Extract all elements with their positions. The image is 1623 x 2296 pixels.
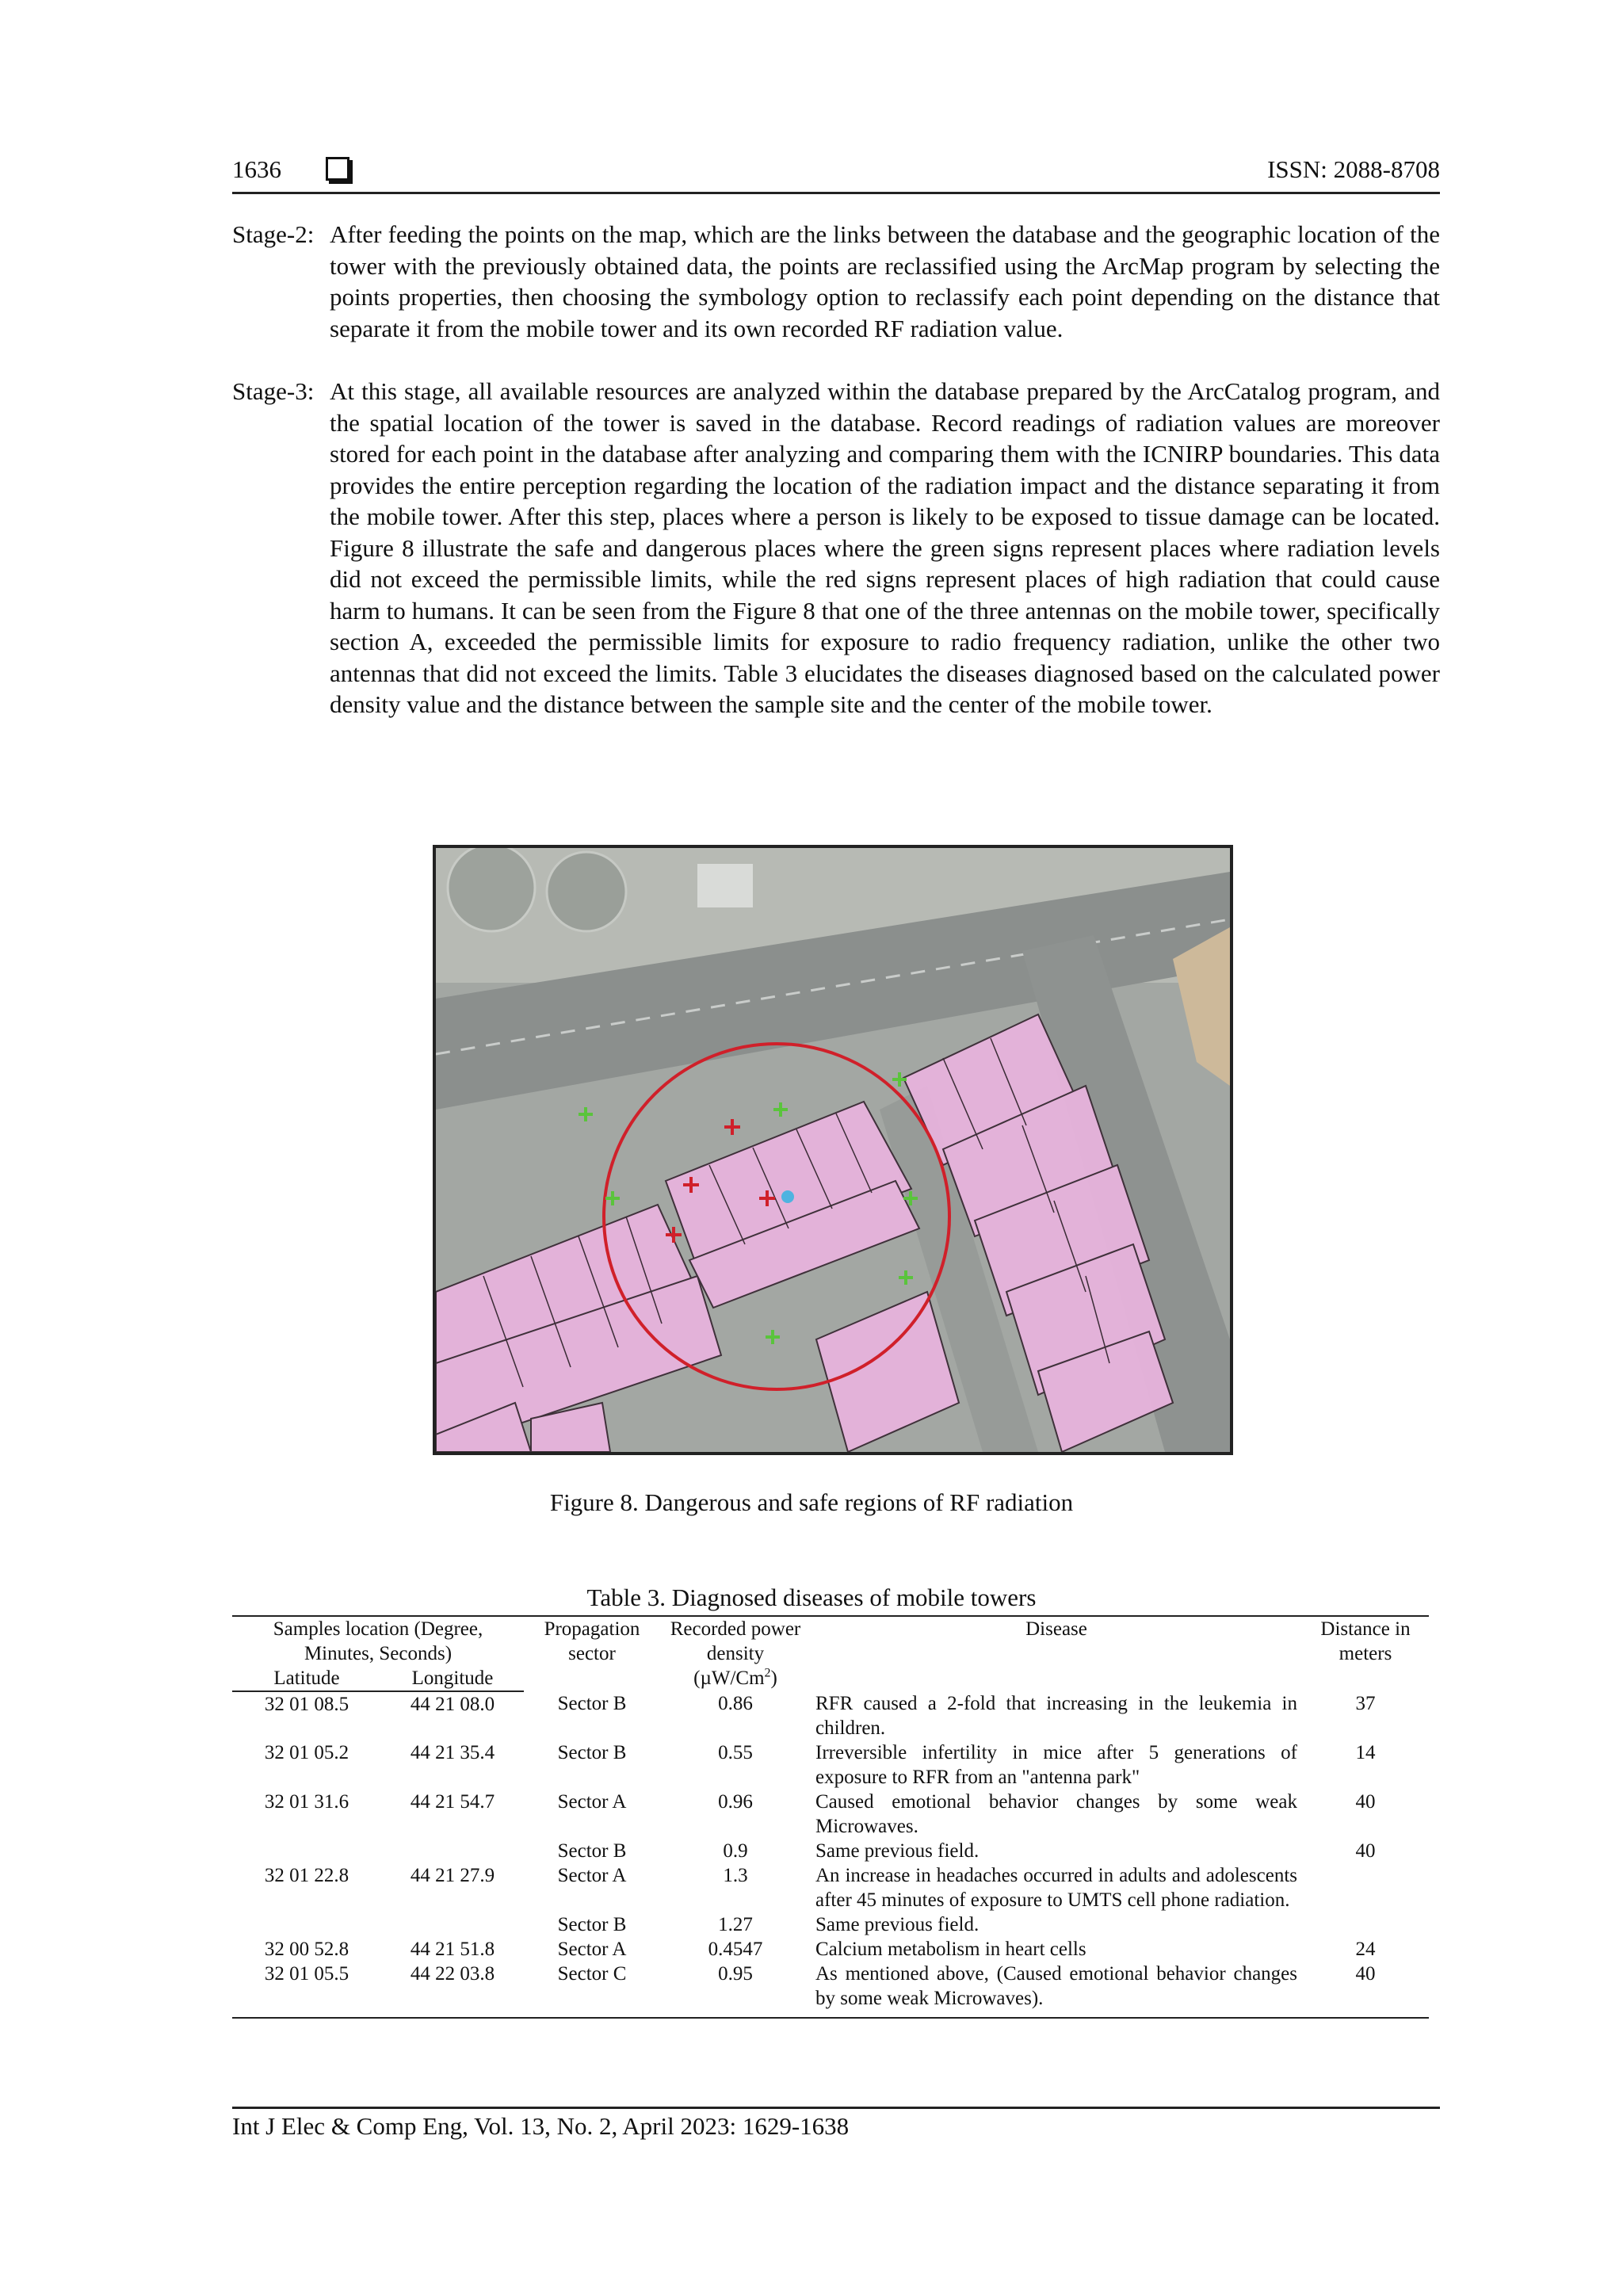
cell-disease: Irreversible infertility in mice after 5 generations of exposure to RFR from an "antenna park" bbox=[815, 1742, 1297, 1788]
cell-sector: Sector A bbox=[557, 1791, 627, 1813]
table-caption: Table 3. Diagnosed diseases of mobile towers bbox=[586, 1584, 1037, 1611]
table-row bbox=[232, 1912, 1429, 1937]
table-row bbox=[232, 1863, 1429, 1912]
stage-2-label: Stage-2: bbox=[232, 220, 315, 248]
cell-distance bbox=[1302, 1912, 1429, 1937]
cell-disease: Caused emotional behavior changes by some weak Microwaves. bbox=[815, 1791, 1297, 1837]
table-row bbox=[232, 1937, 1429, 1962]
header-distance: Distance in meters bbox=[1302, 1616, 1429, 1691]
cell-longitude bbox=[381, 1839, 524, 1863]
header-power-label: Recorded power density bbox=[670, 1618, 801, 1664]
stage-2-paragraph bbox=[232, 219, 1440, 344]
cell-sector: Sector B bbox=[557, 1693, 627, 1714]
cell-longitude: 44 21 51.8 bbox=[410, 1939, 495, 1960]
cell-sector: Sector B bbox=[557, 1914, 627, 1935]
cell-power: 0.95 bbox=[660, 1962, 811, 2018]
page-number: 1636 bbox=[232, 155, 281, 183]
header-longitude: Longitude bbox=[381, 1666, 524, 1691]
figure-caption: Figure 8. Dangerous and safe regions of RF radiation bbox=[549, 1488, 1074, 1516]
cell-disease: As mentioned above, (Caused emotional behavior changes by some weak Microwaves). bbox=[811, 1962, 1302, 2018]
stage-2-text: After feeding the points on the map, which are the links between the database and the geographic location of the tower with the previously obtained data, the points are reclassified using the ArcMap program by selecting the points properties, then choosing the symbology option to reclassify each point depending on the distance that separate it from the mobile tower and its own recorded RF radiation value. bbox=[330, 220, 1440, 342]
satellite-map-image bbox=[436, 848, 1230, 1452]
header-latitude: Latitude bbox=[232, 1666, 381, 1691]
table-row bbox=[232, 1839, 1429, 1863]
issn-label: ISSN: 2088-8708 bbox=[1267, 155, 1440, 183]
header-power bbox=[660, 1616, 811, 1691]
cell-latitude bbox=[232, 1839, 381, 1863]
cell-sector: Sector B bbox=[557, 1840, 627, 1862]
cell-distance: 40 bbox=[1355, 1840, 1376, 1862]
stage-3-text: At this stage, all available resources are analyzed within the database prepared by the ArcCatalog program, and the spatial location of the tower is saved in the database. Record readings of radiation values are moreover stored for each point in the database after analyzing and comparing them with the ICNIRP boundaries. This data provides the entire perception regarding the location of the radiation impact and the distance separating it from the mobile tower. After this step, places where a person is likely to be exposed to tissue damage can be located. Figure 8 illustrate the safe and dangerous places where the green signs represent places where radiation levels did not exceed the permissible limits, while the red signs represent places of high radiation that could cause harm to humans. It can be seen from the Figure 8 that one of the three antennas on the mobile tower, specifically section A, exceeded the permissible limits for exposure to radio frequency radiation, unlike the other two antennas that did not exceed the limits. Table 3 elucidates the diseases diagnosed based on the calculated power density value and the distance between the sample site and the center of the mobile tower. bbox=[330, 377, 1440, 718]
cell-power: 0.55 bbox=[718, 1742, 753, 1763]
cell-longitude bbox=[381, 1912, 524, 1937]
table-row bbox=[232, 1691, 1429, 1740]
cell-longitude: 44 21 35.4 bbox=[410, 1742, 495, 1763]
header-location: Samples location (Degree, Minutes, Seconds) bbox=[232, 1616, 524, 1666]
page-footer: Int J Elec & Comp Eng, Vol. 13, No. 2, April 2023: 1629-1638 bbox=[232, 2107, 1440, 2141]
square-bullet-icon bbox=[326, 157, 349, 181]
page-header bbox=[232, 155, 1440, 194]
cell-sector: Sector C bbox=[524, 1962, 660, 2018]
header-power-unit: (µW/Cm bbox=[693, 1668, 765, 1689]
diseases-table bbox=[232, 1615, 1429, 2019]
stage-3-label: Stage-3: bbox=[232, 377, 315, 405]
cell-disease: RFR caused a 2-fold that increasing in the leukemia in children. bbox=[815, 1693, 1297, 1739]
cell-disease: Same previous field. bbox=[815, 1840, 980, 1862]
cell-longitude: 44 21 27.9 bbox=[410, 1865, 495, 1886]
cell-disease: Calcium metabolism in heart cells bbox=[815, 1939, 1086, 1960]
cell-power: 0.86 bbox=[718, 1693, 753, 1714]
table-body bbox=[232, 1691, 1429, 2018]
cell-distance bbox=[1302, 1863, 1429, 1912]
header-power-close: ) bbox=[770, 1668, 777, 1689]
table-row bbox=[232, 1790, 1429, 1839]
cell-distance: 37 bbox=[1355, 1693, 1376, 1714]
cell-latitude: 32 01 22.8 bbox=[264, 1865, 349, 1886]
header-sector: Propagation sector bbox=[524, 1616, 660, 1691]
cell-latitude: 32 01 08.5 bbox=[264, 1694, 349, 1715]
cell-distance: 24 bbox=[1355, 1939, 1376, 1960]
cell-disease: An increase in headaches occurred in adults and adolescents after 45 minutes of exposure to UMTS cell phone radiation. bbox=[815, 1865, 1297, 1911]
stage-3-paragraph bbox=[232, 376, 1440, 720]
cell-power: 1.27 bbox=[718, 1914, 753, 1935]
cell-distance: 40 bbox=[1302, 1962, 1429, 2018]
cell-sector: Sector B bbox=[557, 1742, 627, 1763]
cell-latitude: 32 01 05.5 bbox=[232, 1962, 381, 2018]
cell-power: 0.9 bbox=[723, 1840, 748, 1862]
cell-sector: Sector A bbox=[557, 1939, 627, 1960]
cell-disease: Same previous field. bbox=[815, 1914, 980, 1935]
table-row bbox=[232, 1740, 1429, 1790]
cell-power: 0.96 bbox=[718, 1791, 753, 1813]
cell-sector: Sector A bbox=[557, 1865, 627, 1886]
cell-longitude: 44 21 08.0 bbox=[410, 1694, 495, 1715]
figure-8-map bbox=[433, 845, 1233, 1455]
cell-latitude: 32 01 31.6 bbox=[264, 1791, 349, 1813]
cell-distance: 14 bbox=[1355, 1742, 1376, 1763]
cell-latitude: 32 00 52.8 bbox=[264, 1939, 349, 1960]
header-power-sup: 2 bbox=[764, 1666, 771, 1680]
table-row bbox=[232, 1962, 1429, 2018]
tower-marker bbox=[781, 1190, 794, 1203]
cell-power: 1.3 bbox=[723, 1865, 748, 1886]
cell-longitude: 44 22 03.8 bbox=[381, 1962, 524, 2018]
cell-longitude: 44 21 54.7 bbox=[410, 1791, 495, 1813]
cell-distance: 40 bbox=[1355, 1791, 1376, 1813]
cell-latitude bbox=[232, 1912, 381, 1937]
cell-power: 0.4547 bbox=[708, 1939, 763, 1960]
header-disease: Disease bbox=[811, 1616, 1302, 1691]
cell-latitude: 32 01 05.2 bbox=[264, 1742, 349, 1763]
